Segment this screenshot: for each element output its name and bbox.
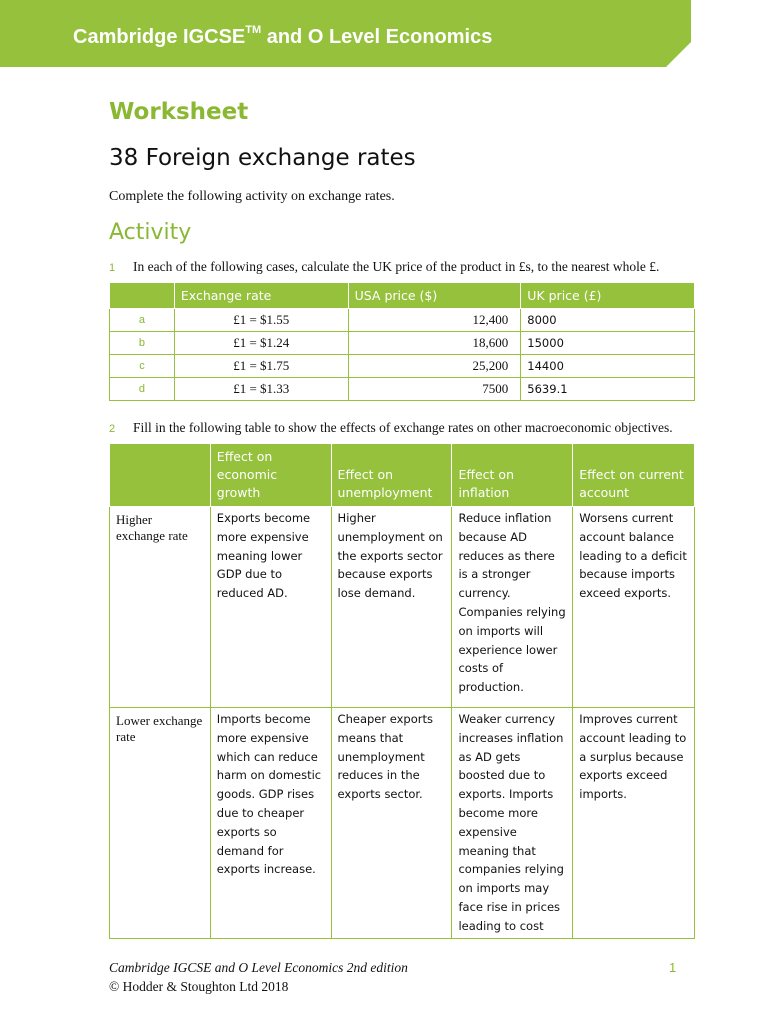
- trademark: TM: [245, 24, 262, 37]
- header-cell: Effect on unemployment: [331, 444, 452, 507]
- title-rest: and O Level Economics: [261, 26, 493, 48]
- header-cell: Effect on inflation: [452, 444, 573, 507]
- unemployment-cell[interactable]: Cheaper exports means that unemployment reduces in the exports sector.: [331, 708, 452, 939]
- footer-copyright: © Hodder & Stoughton Ltd 2018: [109, 979, 289, 994]
- question-text: Fill in the following table to show the effects of exchange rates on other macroeconomic objectives.: [133, 420, 673, 435]
- uk-price-cell[interactable]: 14400: [521, 355, 695, 378]
- table-row: [110, 708, 695, 939]
- current-account-cell[interactable]: Worsens current account balance leading to a deficit because imports exceed exports.: [573, 507, 695, 708]
- header-cell: [110, 283, 175, 309]
- header-cell: Exchange rate: [174, 283, 348, 309]
- table-row: [110, 355, 695, 378]
- row-label: a: [110, 309, 175, 332]
- inflation-cell[interactable]: Weaker currency increases inflation as AD gets boosted due to exports. Imports become more expensive meaning that companies relying on imports may face rise in prices leading to cost: [452, 708, 573, 939]
- row-label: c: [110, 355, 175, 378]
- unemployment-cell[interactable]: Higher unemployment on the exports sector because exports lose demand.: [331, 507, 452, 708]
- question-1: [109, 259, 659, 275]
- exchange-rate-cell: £1 = $1.75: [174, 355, 348, 378]
- header-cell: [110, 444, 211, 507]
- title-main: Cambridge IGCSE: [73, 26, 246, 48]
- header-cell: UK price (£): [521, 283, 695, 309]
- uk-price-cell[interactable]: 5639.1: [521, 378, 695, 401]
- usa-price-cell: 12,400: [348, 309, 521, 332]
- exchange-rate-cell: £1 = $1.33: [174, 378, 348, 401]
- question-number: 2: [109, 423, 116, 435]
- question-text: In each of the following cases, calculate the UK price of the product in £s, to the nearest whole £.: [133, 259, 660, 274]
- uk-price-table: [109, 282, 695, 401]
- header-cell: Effect on economic growth: [210, 444, 331, 507]
- uk-price-cell[interactable]: 8000: [521, 309, 695, 332]
- row-label: Higher exchange rate: [110, 507, 211, 708]
- table-header-row: [110, 444, 695, 507]
- growth-cell[interactable]: Exports become more expensive meaning lower GDP due to reduced AD.: [210, 507, 331, 708]
- question-number: 1: [109, 262, 116, 274]
- inflation-cell[interactable]: Reduce inflation because AD reduces as there is a stronger currency. Companies relying on imports will experience lower costs of production.: [452, 507, 573, 708]
- table-row: [110, 332, 695, 355]
- usa-price-cell: 7500: [348, 378, 521, 401]
- footer-book-title: Cambridge IGCSE and O Level Economics 2nd edition: [109, 960, 408, 975]
- header-cell: USA price ($): [348, 283, 521, 309]
- usa-price-cell: 25,200: [348, 355, 521, 378]
- exchange-rate-cell: £1 = $1.55: [174, 309, 348, 332]
- table-row: [110, 378, 695, 401]
- intro-text: Complete the following activity on exchange rates.: [109, 189, 395, 204]
- row-label: Lower exchange rate: [110, 708, 211, 939]
- table-row: [110, 309, 695, 332]
- activity-heading: Activity: [109, 220, 192, 245]
- table-header-row: [110, 283, 695, 309]
- uk-price-cell[interactable]: 15000: [521, 332, 695, 355]
- growth-cell[interactable]: Imports become more expensive which can reduce harm on domestic goods. GDP rises due to cheaper exports so demand for exports increase.: [210, 708, 331, 939]
- table-row: [110, 507, 695, 708]
- chapter-title: 38 Foreign exchange rates: [109, 145, 416, 171]
- exchange-rate-cell: £1 = $1.24: [174, 332, 348, 355]
- exchange-effects-table: [109, 443, 695, 939]
- current-account-cell[interactable]: Improves current account leading to a surplus because exports exceed imports.: [573, 708, 695, 939]
- header-cell: Effect on current account: [573, 444, 695, 507]
- page-number: 1: [669, 960, 677, 975]
- row-label: d: [110, 378, 175, 401]
- question-2: [109, 420, 673, 436]
- book-title: [73, 26, 492, 49]
- row-label: b: [110, 332, 175, 355]
- worksheet-label: Worksheet: [109, 99, 249, 125]
- usa-price-cell: 18,600: [348, 332, 521, 355]
